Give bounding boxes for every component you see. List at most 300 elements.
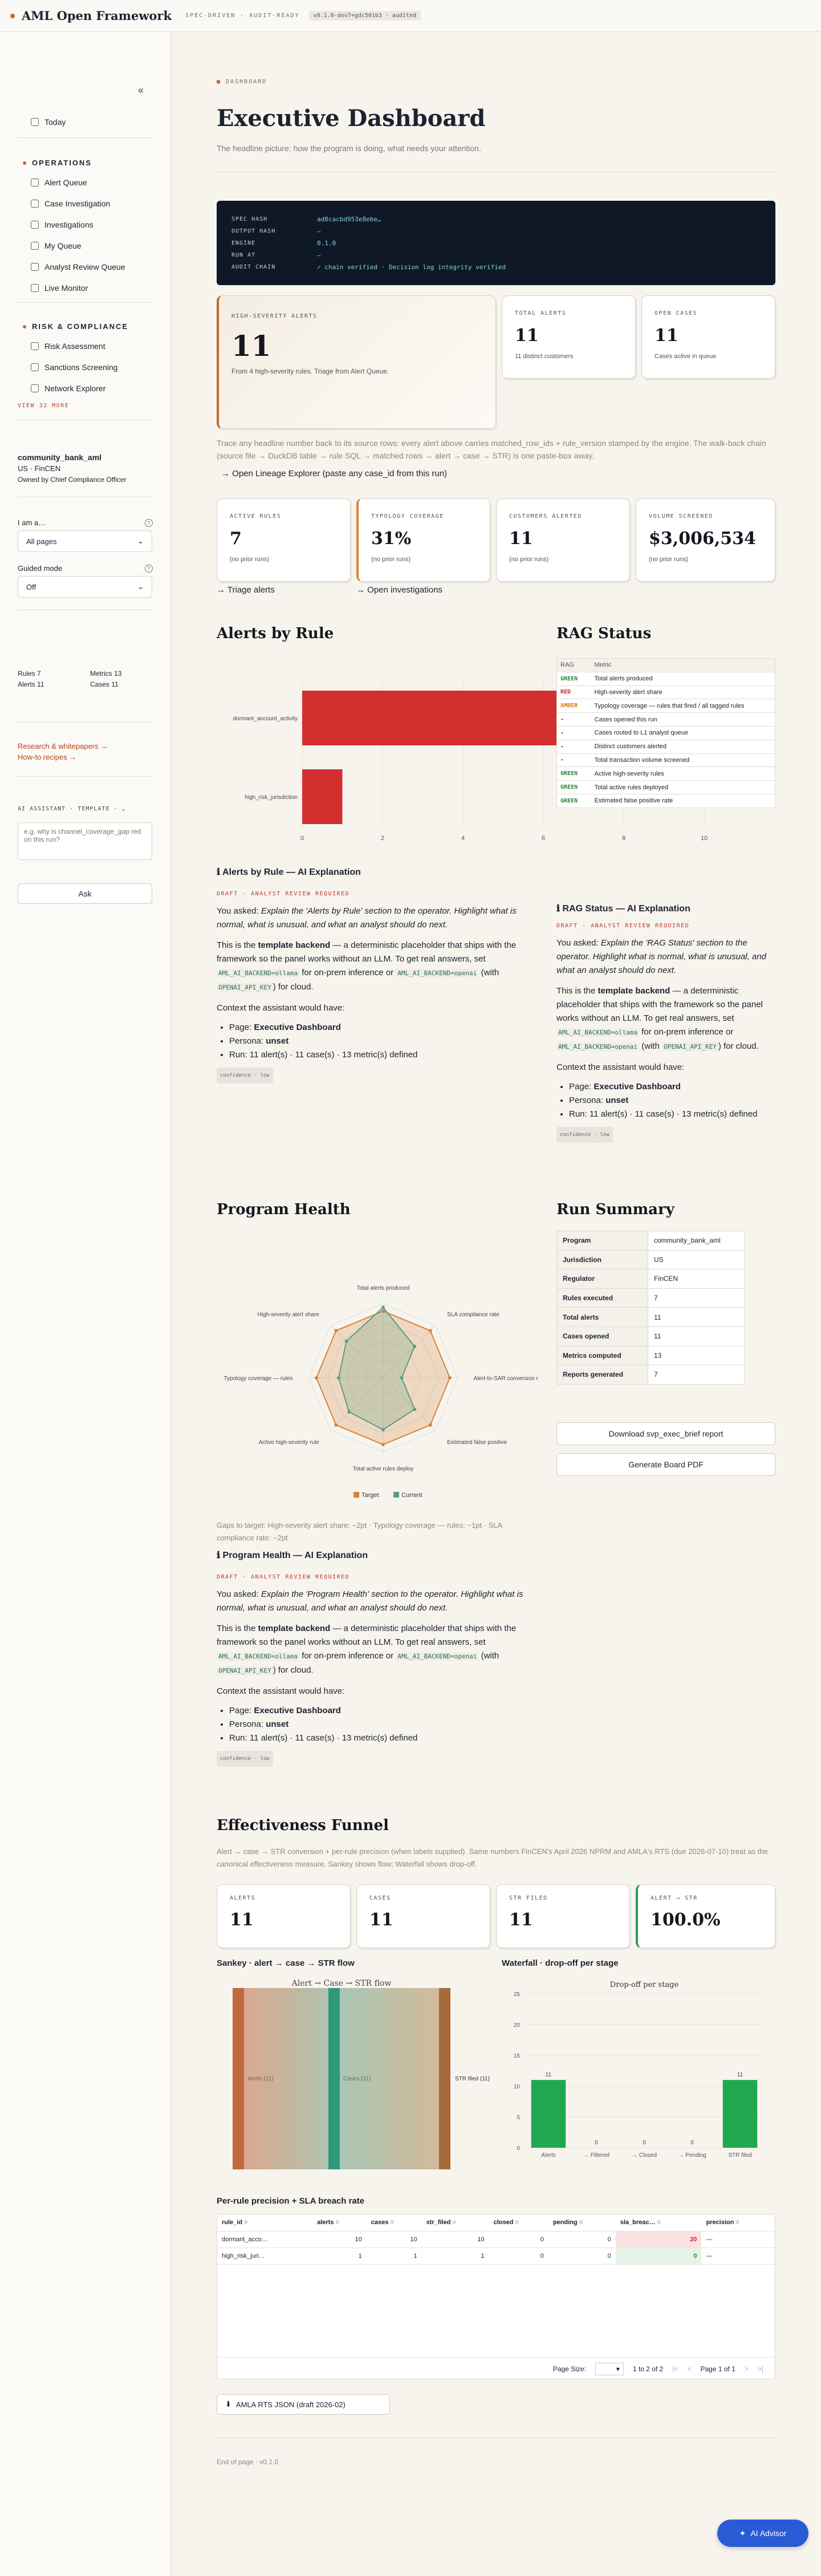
- ai-advisor-button[interactable]: ✦ AI Advisor: [717, 2520, 808, 2547]
- collapse-sidebar-icon[interactable]: «: [138, 84, 144, 96]
- summary-row: [557, 1288, 745, 1308]
- kpi-total-alerts[interactable]: [502, 295, 636, 379]
- kpi-sub: (no prior runs): [230, 556, 270, 563]
- sidebar-item-label: Alert Queue: [44, 178, 87, 187]
- funnel-subtitle: Alert → case → STR conversion + per-rule precision (when labels supplied). Same numbers FinCEN's April 2026 NPRM and AMLA's RTS (due 2026-07-10) treat as the canonical effectiveness measure. Sankey shows flow; Waterfall shows drop-off.: [217, 1847, 768, 1868]
- page-title: Executive Dashboard: [217, 105, 486, 132]
- stat-metrics: Metrics 13: [90, 670, 122, 678]
- hash-value: —: [317, 251, 321, 259]
- rag-status: GREEN: [557, 672, 591, 685]
- kpi-value: 11: [509, 529, 533, 549]
- sankey-chart: [217, 1977, 490, 2171]
- sidebar-item-sanctions-screening[interactable]: [31, 363, 117, 372]
- inbox-icon: [31, 242, 39, 250]
- hash-value: —: [317, 228, 321, 235]
- kpi-value: 11: [655, 326, 678, 346]
- page-size-select[interactable]: ▾: [595, 2363, 624, 2375]
- precision-grid: [217, 2214, 775, 2379]
- waterfall-value-label: 0: [643, 2140, 646, 2146]
- top-bar: [0, 0, 821, 32]
- ai-assistant-header[interactable]: AI ASSISTANT · TEMPLATE · ⌄: [18, 806, 126, 812]
- research-link[interactable]: Research & whitepapers →: [18, 742, 108, 751]
- summary-row: [557, 1231, 745, 1251]
- filter-icon[interactable]: ≡: [450, 2219, 456, 2226]
- radar-point: [429, 1329, 432, 1332]
- table-cell: 10: [367, 2231, 422, 2248]
- summary-row: [557, 1365, 745, 1385]
- summary-value: community_bank_aml: [648, 1231, 745, 1251]
- ai-assistant-input[interactable]: [18, 822, 152, 860]
- rag-status: RED: [557, 685, 591, 699]
- info-icon: ℹ: [217, 1551, 223, 1560]
- radar-label: Alert-to-SAR conversion r: [473, 1376, 538, 1382]
- rag-metric: Estimated false positive rate: [591, 794, 775, 808]
- hash-row: [231, 225, 761, 237]
- rag-status-title: RAG Status: [556, 625, 652, 642]
- sankey-node-label: Alerts (11): [247, 2076, 274, 2082]
- run-summary-title: Run Summary: [556, 1201, 674, 1218]
- table-cell: 10: [312, 2231, 367, 2248]
- hash-key: SPEC HASH: [231, 216, 268, 222]
- sankey-node: [328, 1988, 340, 2169]
- grid-pagination: [217, 2357, 775, 2380]
- section-operations: OPERATIONS: [23, 159, 92, 167]
- persona-select[interactable]: All pages ⌄: [18, 530, 152, 552]
- y-tick-label: 15: [513, 2053, 520, 2059]
- kpi-sub: Cases active in queue: [655, 353, 717, 360]
- last-page-icon[interactable]: >|: [757, 2364, 763, 2373]
- funnel-kpi-alerts[interactable]: ALERTS 11: [217, 1884, 351, 1948]
- sidebar-item-case-investigation[interactable]: [31, 199, 110, 208]
- rag-status: GREEN: [557, 794, 591, 808]
- sidebar-item-my-queue[interactable]: [31, 241, 82, 250]
- rag-status: AMBER: [557, 699, 591, 713]
- bank-owner: Owned by Chief Compliance Officer: [18, 476, 127, 484]
- x-tick-label: Alerts: [541, 2152, 556, 2159]
- divider: [17, 137, 153, 138]
- sidebar-item-label: Risk Assessment: [44, 342, 105, 351]
- stat-cases: Cases 11: [90, 680, 119, 688]
- sidebar-item-live-monitor[interactable]: [31, 283, 88, 293]
- brand-tagline: SPEC-DRIVEN · AUDIT-READY: [185, 13, 300, 19]
- waterfall-chart-title: Drop-off per stage: [609, 1981, 679, 1989]
- hash-key: ENGINE: [231, 240, 256, 246]
- column-header[interactable]: pending ≡: [548, 2214, 616, 2231]
- kpi-customers-alerted[interactable]: [496, 498, 630, 582]
- sankey-node: [233, 1988, 244, 2169]
- rag-row: [557, 699, 775, 713]
- radar-label: High-severity alert share: [257, 1311, 319, 1318]
- guided-mode-select[interactable]: Off ⌄: [18, 576, 152, 598]
- footer: End of page · v0.1.0: [217, 2458, 279, 2466]
- sidebar-item-investigations[interactable]: [31, 220, 94, 229]
- kpi-value: 31%: [371, 529, 412, 549]
- precision-table: [217, 2214, 775, 2265]
- kpi-typology-coverage[interactable]: [356, 498, 490, 582]
- bank-jurisdiction: US · FinCEN: [18, 464, 61, 473]
- guided-mode-label: Guided mode: [18, 564, 63, 573]
- view-more-link[interactable]: VIEW 32 MORE: [18, 403, 70, 409]
- bank-name: community_bank_aml: [18, 453, 102, 462]
- list-icon: [31, 263, 39, 271]
- help-icon[interactable]: ?: [145, 565, 153, 573]
- brand-title[interactable]: AML Open Framework: [22, 9, 172, 23]
- waterfall-bar: [531, 2080, 566, 2148]
- hash-key: AUDIT CHAIN: [231, 264, 276, 270]
- help-icon[interactable]: ?: [145, 519, 153, 527]
- hash-panel: [217, 201, 775, 285]
- kpi-label: OPEN CASES: [655, 310, 698, 317]
- x-tick-label: STR filed: [728, 2152, 752, 2159]
- summary-key: Cases opened: [557, 1326, 648, 1346]
- kpi-label: ACTIVE RULES: [230, 513, 282, 520]
- summary-value: 11: [648, 1326, 745, 1346]
- run-summary-table: [556, 1231, 745, 1385]
- sidebar-item-today[interactable]: [31, 117, 66, 127]
- hero-card[interactable]: [217, 295, 496, 429]
- grid-icon: [31, 342, 39, 350]
- hero-sub: From 4 high-severity rules. Triage from Alert Queue.: [231, 367, 389, 375]
- hash-row: [231, 237, 761, 249]
- precision-title: Per-rule precision + SLA breach rate: [217, 2196, 365, 2206]
- rag-row: [557, 726, 775, 740]
- lineage-text: Trace any headline number back to its source rows: every alert above carries matched_row_ids + rule_version stamped by the engine. The walk-back chain (source file → DuckDB table → rule SQL → matched rows → alert → case → STR) is one paste-box away.: [217, 439, 766, 460]
- radar-point: [345, 1340, 348, 1343]
- radar-point: [347, 1410, 351, 1414]
- next-page-icon[interactable]: >: [744, 2364, 749, 2373]
- recipes-link[interactable]: How-to recipes →: [18, 753, 77, 761]
- summary-key: Program: [557, 1231, 648, 1251]
- rag-metric: Cases opened this run: [591, 713, 775, 727]
- sankey-chart-title: Alert → Case → STR flow: [291, 1979, 392, 1988]
- waterfall-bar: [723, 2080, 757, 2148]
- divider: [217, 2437, 775, 2438]
- download-report-button[interactable]: Download svp_exec_brief report: [556, 1422, 775, 1445]
- sidebar-item-label: Sanctions Screening: [44, 363, 118, 372]
- page-subtitle: The headline picture: how the program is doing, what needs your attention.: [217, 144, 481, 153]
- monitor-icon: [31, 284, 39, 292]
- rag-row: [557, 672, 775, 685]
- hash-value: 0.1.0: [317, 240, 336, 247]
- open-investigations-link[interactable]: → Open investigations: [356, 585, 442, 595]
- radar-point: [448, 1376, 452, 1380]
- waterfall-value-label: 0: [690, 2140, 694, 2146]
- summary-value: 11: [648, 1308, 745, 1327]
- filter-icon[interactable]: ≡: [577, 2219, 583, 2226]
- kpi-label: TOTAL ALERTS: [515, 310, 567, 317]
- stat-rules: Rules 7: [18, 670, 41, 678]
- table-cell: 0: [548, 2231, 616, 2248]
- radar-label: Total active rules deploy: [352, 1466, 414, 1472]
- radar-label: Active high-severity rule: [258, 1439, 319, 1446]
- triage-alerts-link[interactable]: → Triage alerts: [217, 585, 275, 595]
- radar-label: Estimated false positive: [447, 1439, 507, 1446]
- summary-value: US: [648, 1250, 745, 1269]
- prev-page-icon[interactable]: <: [687, 2364, 692, 2373]
- radar-point: [334, 1423, 338, 1427]
- hash-row: [231, 213, 761, 225]
- summary-key: Regulator: [557, 1269, 648, 1289]
- table-row[interactable]: [217, 2231, 775, 2248]
- kpi-sub: (no prior runs): [371, 556, 411, 563]
- summary-value: FinCEN: [648, 1269, 745, 1289]
- program-health-title: Program Health: [217, 1201, 351, 1218]
- amla-rts-json-button[interactable]: ⬇ AMLA RTS JSON (draft 2026-02): [217, 2394, 390, 2415]
- rag-row: [557, 781, 775, 794]
- rag-metric: Distinct customers alerted: [591, 740, 775, 753]
- brand-dot-icon: [10, 14, 15, 18]
- download-icon: ⬇: [225, 2400, 231, 2408]
- x-tick-label: 8: [621, 835, 626, 842]
- funnel-kpi-conversion[interactable]: ALERT → STR 100.0%: [636, 1884, 775, 1948]
- summary-key: Jurisdiction: [557, 1250, 648, 1269]
- confidence-badge: confidence · low: [217, 1068, 273, 1084]
- hero-value: 11: [231, 329, 271, 363]
- rag-metric: Total active rules deployed: [591, 781, 775, 794]
- rag-status: -: [557, 740, 591, 753]
- radar-point: [400, 1376, 404, 1380]
- x-tick-label: 10: [700, 835, 708, 842]
- y-tick-label: 10: [513, 2084, 520, 2090]
- radar-label: Typology coverage — rules: [223, 1376, 293, 1382]
- radar-point: [381, 1306, 385, 1309]
- y-tick-label: 5: [517, 2115, 520, 2121]
- y-tick-label: dormant_account_activity: [233, 716, 298, 722]
- summary-row: [557, 1346, 745, 1365]
- summary-key: Total alerts: [557, 1308, 648, 1327]
- x-tick-label: 6: [541, 835, 546, 842]
- table-cell: 1: [312, 2248, 367, 2264]
- ai-explanation-alerts: ℹ Alerts by Rule — AI Explanation DRAFT · ANALYST REVIEW REQUIRED You asked: Explain the 'Alerts by Rule' section to the operator. Highlight what is normal, what is unusual, and what an analyst should do next. This is the template backend — a deterministic placeholder that ships with the framework so the panel works without an LLM. To get real answers, set AML_AI_BACKEND=ollama for on-prem inference or AML_AI_BACKEND=openai (with OPENAI_API_KEY ) for cloud. Context the assistant would have: • Page: Executive Dashboard • Persona: unset • Run: 11 alert(s) · 11 case(s) · 13 metric(s) defined confidence · low: [217, 866, 543, 1084]
- divider: [17, 722, 153, 723]
- network-icon: [31, 384, 39, 392]
- lineage-link[interactable]: → Open Lineage Explorer (paste any case_id from this run): [221, 469, 448, 478]
- rag-row: [557, 685, 775, 699]
- hash-row: [231, 249, 761, 261]
- sidebar-item-network-explorer[interactable]: [31, 384, 105, 393]
- sparkle-icon: ✦: [739, 2528, 746, 2538]
- sankey-title: Sankey · alert → case → STR flow: [217, 1958, 355, 1968]
- rag-metric: Active high-severity rules: [591, 767, 775, 781]
- filter-icon[interactable]: ≡: [242, 2219, 248, 2226]
- radar-point: [413, 1407, 416, 1411]
- rag-metric: Total alerts produced: [591, 672, 775, 685]
- sankey-node-label: Cases (11): [343, 2076, 371, 2082]
- persona-label: I am a…: [18, 518, 46, 527]
- column-header[interactable]: alerts ≡: [312, 2214, 367, 2231]
- hash-key: RUN AT: [231, 252, 256, 258]
- column-header[interactable]: closed ≡: [489, 2214, 548, 2231]
- radar-point: [337, 1376, 340, 1380]
- first-page-icon[interactable]: |<: [672, 2364, 678, 2373]
- folder-icon: [31, 200, 39, 208]
- kpi-label: TYPOLOGY COVERAGE: [371, 513, 444, 520]
- row-range: 1 to 2 of 2: [632, 2364, 664, 2373]
- program-health-radar: [217, 1275, 543, 1526]
- summary-key: Reports generated: [557, 1365, 648, 1385]
- kpi-open-cases[interactable]: [641, 295, 775, 379]
- summary-row: [557, 1308, 745, 1327]
- radar-point: [429, 1423, 432, 1427]
- y-tick-label: 25: [513, 1991, 520, 1998]
- filter-icon[interactable]: ≡: [388, 2219, 394, 2226]
- rag-row: [557, 753, 775, 767]
- sidebar-item-label: Network Explorer: [44, 384, 106, 393]
- rag-status: -: [557, 753, 591, 767]
- kpi-value: 7: [230, 529, 242, 549]
- x-tick-label: 2: [380, 835, 385, 842]
- version-badge: v0.1.0·dev7+gdc501b3 · audited: [309, 11, 421, 21]
- draft-badge: DRAFT · ANALYST REVIEW REQUIRED: [217, 891, 350, 897]
- summary-row: [557, 1269, 745, 1289]
- ai-explanation-rag: ℹ RAG Status — AI Explanation DRAFT · ANALYST REVIEW REQUIRED You asked: Explain the 'RAG Status' section to the operator. Highlight what is normal, what is unusual, and what an analyst should do next. This is the template backend — a deterministic placeholder that ships with the framework so the panel works without an LLM. To get real answers, set AML_AI_BACKEND=ollama for on-prem inference or AML_AI_BACKEND=openai (with OPENAI_API_KEY ) for cloud. Context the assistant would have: • Page: Executive Dashboard • Persona: unset • Run: 11 alert(s) · 11 case(s) · 13 metric(s) defined confidence · low: [556, 902, 775, 1143]
- sidebar-item-analyst-review-queue[interactable]: [31, 262, 125, 271]
- page-eyebrow: ■ DASHBOARD: [217, 79, 267, 85]
- y-tick-label: 20: [513, 2022, 520, 2029]
- alert-icon: [31, 179, 39, 186]
- sidebar-item-label: Today: [44, 117, 66, 127]
- legend-swatch: [393, 1492, 399, 1498]
- rag-status: -: [557, 713, 591, 727]
- filter-icon[interactable]: ≡: [334, 2219, 339, 2226]
- hash-row: [231, 261, 761, 273]
- sidebar-item-risk-assessment[interactable]: [31, 342, 105, 351]
- info-icon: ℹ: [217, 867, 222, 877]
- filter-icon[interactable]: ≡: [734, 2219, 739, 2226]
- kpi-sub: (no prior runs): [649, 556, 689, 563]
- table-cell: 0: [489, 2248, 548, 2264]
- hero-label: HIGH-SEVERITY ALERTS: [231, 313, 318, 319]
- gaps-to-target: Gaps to target: High-severity alert share: ~2pt · Typology coverage — rules: ~1pt · SLA compliance rate: ~2pt: [217, 1521, 502, 1542]
- kpi-sub: (no prior runs): [509, 556, 549, 563]
- radar-point: [334, 1329, 338, 1332]
- summary-row: [557, 1250, 745, 1269]
- table-row[interactable]: [217, 2248, 775, 2264]
- table-cell: 0: [548, 2248, 616, 2264]
- chevron-down-icon: ⌄: [137, 537, 144, 545]
- y-tick-label: high_risk_jurisdiction: [245, 794, 298, 801]
- divider: [17, 302, 153, 303]
- radar-point: [381, 1443, 385, 1446]
- kpi-value: $3,006,534: [649, 529, 756, 549]
- filter-icon[interactable]: ≡: [655, 2219, 661, 2226]
- rag-metric: High-severity alert share: [591, 685, 775, 699]
- sidebar-item-alert-queue[interactable]: [31, 178, 87, 187]
- hash-key: OUTPUT HASH: [231, 228, 276, 234]
- funnel-kpi-cases[interactable]: CASES 11: [356, 1884, 490, 1948]
- table-cell: 20: [616, 2231, 702, 2248]
- radar-point: [315, 1376, 318, 1380]
- rag-table: RAG Metric GREEN Total alerts produced RED High-severity alert share AMBER Typology coverage — rules that fired / all tagged rules - Cases opened this run - Cases routed to L1 analyst queue - Distinct customers alerted - Total transaction volume screened GREEN Active high-severity rules GREEN Total active rules deployed GREEN Estimated false positive rate: [556, 658, 775, 808]
- rag-status: GREEN: [557, 781, 591, 794]
- kpi-value: 11: [515, 326, 539, 346]
- y-tick-label: 0: [517, 2145, 520, 2152]
- summary-key: Rules executed: [557, 1288, 648, 1308]
- table-cell: high_risk_juri…: [217, 2248, 312, 2264]
- hash-value: ad0cacbd953e8ebe…: [317, 216, 381, 223]
- radar-point: [381, 1428, 385, 1431]
- rag-row: [557, 713, 775, 727]
- radar-label: SLA compliance rate: [447, 1311, 499, 1318]
- kpi-volume-screened[interactable]: [636, 498, 775, 582]
- kpi-label: CUSTOMERS ALERTED: [509, 513, 582, 520]
- rag-metric: Cases routed to L1 analyst queue: [591, 726, 775, 740]
- waterfall-value-label: 11: [545, 2072, 552, 2079]
- page-size-label: Page Size:: [552, 2364, 586, 2373]
- rag-metric: Total transaction volume screened: [591, 753, 775, 767]
- ask-button[interactable]: Ask: [18, 883, 152, 904]
- hash-value: ✓ chain verified · Decision log integrity verified: [317, 263, 506, 271]
- radar-point: [413, 1345, 416, 1348]
- divider: [17, 776, 153, 777]
- table-cell: 1: [367, 2248, 422, 2264]
- sidebar-item-label: My Queue: [44, 241, 82, 250]
- rag-status: -: [557, 726, 591, 740]
- funnel-kpi-str-filed[interactable]: STR FILED 11: [496, 1884, 630, 1948]
- page-indicator: Page 1 of 1: [700, 2364, 735, 2373]
- waterfall-chart: [502, 1977, 775, 2171]
- sankey-node: [439, 1988, 450, 2169]
- x-tick-label: → Pending: [678, 2152, 706, 2159]
- generate-board-pdf-button[interactable]: Generate Board PDF: [556, 1453, 775, 1476]
- rag-metric: Typology coverage — rules that fired / all tagged rules: [591, 699, 775, 713]
- section-risk-compliance: RISK & COMPLIANCE: [23, 322, 128, 331]
- effectiveness-funnel-title: Effectiveness Funnel: [217, 1817, 389, 1834]
- sankey-node-label: STR filed (11): [455, 2076, 490, 2082]
- x-tick-label: → Filtered: [583, 2152, 610, 2159]
- column-header[interactable]: cases ≡: [367, 2214, 422, 2231]
- summary-key: Metrics computed: [557, 1346, 648, 1365]
- sidebar-item-label: Case Investigation: [44, 199, 111, 208]
- stat-alerts: Alerts 11: [18, 680, 44, 688]
- column-header[interactable]: precision ≡: [701, 2214, 775, 2231]
- kpi-active-rules[interactable]: [217, 498, 351, 582]
- sidebar: [0, 32, 171, 2576]
- x-tick-label: 4: [461, 835, 465, 842]
- sidebar-item-label: Live Monitor: [44, 283, 88, 293]
- table-cell: —: [701, 2231, 775, 2248]
- filter-icon[interactable]: ≡: [513, 2219, 519, 2226]
- legend-label: Target: [361, 1492, 379, 1499]
- summary-row: [557, 1326, 745, 1346]
- sidebar-item-label: Analyst Review Queue: [44, 262, 125, 271]
- kpi-sub: 11 distinct customers: [515, 353, 574, 360]
- ai-explanation-title: ℹ Alerts by Rule — AI Explanation: [217, 867, 361, 877]
- rag-row: [557, 767, 775, 781]
- bar: [302, 769, 343, 824]
- legend-label: Current: [401, 1492, 422, 1499]
- radar-label: Total alerts produced: [356, 1285, 410, 1292]
- table-cell: 1: [422, 2248, 489, 2264]
- ai-explanation-health: ℹ Program Health — AI Explanation DRAFT · ANALYST REVIEW REQUIRED You asked: Explain the 'Program Health' section to the operator. Highlight what is normal, what is unusual, and what an analyst should do next. This is the template backend — a deterministic placeholder that ships with the framework so the panel works without an LLM. To get real answers, set AML_AI_BACKEND=ollama for on-prem inference or AML_AI_BACKEND=openai (with OPENAI_API_KEY ) for cloud. Context the assistant would have: • Page: Executive Dashboard • Persona: unset • Run: 11 alert(s) · 11 case(s) · 13 metric(s) defined confidence · low: [217, 1549, 543, 1767]
- summary-value: 13: [648, 1346, 745, 1365]
- kpi-label: VOLUME SCREENED: [649, 513, 713, 520]
- sidebar-item-label: Investigations: [44, 220, 94, 229]
- summary-value: 7: [648, 1288, 745, 1308]
- column-header[interactable]: rule_id ≡: [217, 2214, 312, 2231]
- column-header[interactable]: sla_breac… ≡: [616, 2214, 702, 2231]
- waterfall-value-label: 0: [595, 2140, 598, 2146]
- table-cell: —: [701, 2248, 775, 2264]
- globe-icon: [31, 363, 39, 371]
- search-icon: [31, 221, 39, 229]
- column-header[interactable]: str_filed ≡: [422, 2214, 489, 2231]
- x-tick-label: → Closed: [632, 2152, 657, 2159]
- table-cell: 10: [422, 2231, 489, 2248]
- x-tick-label: 0: [300, 835, 304, 842]
- table-cell: 0: [616, 2248, 702, 2264]
- rag-row: [557, 794, 775, 808]
